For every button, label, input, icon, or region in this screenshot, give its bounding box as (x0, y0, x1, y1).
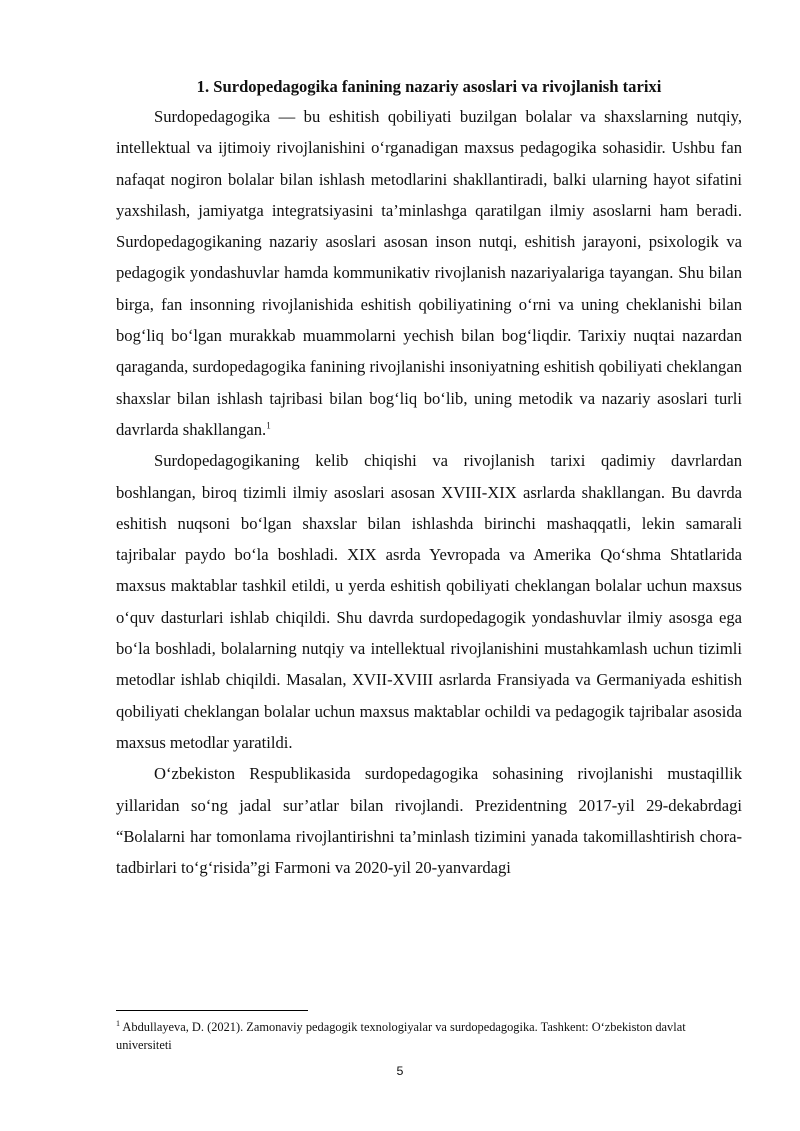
footnote-number: 1 (116, 1018, 120, 1028)
paragraph-1 (116, 101, 742, 445)
paragraph-3: O‘zbekiston Respublikasida surdopedagogika sohasining rivojlanishi mustaqillik yillaridan so‘ng jadal sur’atlar bilan rivojlandi. Prezidentning 2017-yil 29-dekabrdagi “Bolalarni har tomonlama rivojlantirishni ta’minlash tizimini yanada takomillashtirish chora-tadbirlari to‘g‘risida”gi Farmoni va 2020-yil 20-yanvardagi (116, 764, 742, 878)
footnote-divider (116, 1010, 308, 1011)
page-content (116, 73, 742, 883)
footnote (116, 1019, 742, 1054)
page-number: 5 (396, 1064, 404, 1078)
section-heading: 1. Surdopedagogika fanining nazariy asoslari va rivojlanish tarixi (196, 77, 662, 96)
paragraph-2: Surdopedagogikaning kelib chiqishi va rivojlanish tarixi qadimiy davrlardan boshlangan, biroq tizimli ilmiy asoslari asosan XVIII-XIX asrlarda shakllangan. Bu davrda eshitish nuqsoni bo‘lgan shaxslar bilan ishlashda birinchi mashaqqatli, lekin samarali tajribalar paydo bo‘la boshladi. XIX asrda Yevropada va Amerika Qo‘shma Shtatlarida maxsus maktablar tashkil etildi, u yerda eshitish qobiliyati cheklangan bolalar uchun maxsus o‘quv dasturlari ishlab chiqildi. Shu davrda surdopedagogik yondashuvlar ilmiy asosga ega bo‘la boshladi, bolalarning nutqiy va intellektual rivojlanishini mustahkamlash uchun tizimli metodlar ishlab chiqildi. Masalan, XVII-XVIII asrlarda Fransiyada va Germaniyada eshitish qobiliyati cheklangan bolalar uchun maxsus maktablar ochildi va pedagogik tajribalar asosida maxsus metodlar yaratildi. (116, 451, 742, 752)
footnote-text: Abdullayeva, D. (2021). Zamonaviy pedagogik texnologiyalar va surdopedagogika. Tashkent: O‘zbekiston davlat universiteti (116, 1020, 686, 1052)
paragraph-1-text: Surdopedagogika — bu eshitish qobiliyati buzilgan bolalar va shaxslarning nutqiy, intellektual va ijtimoiy rivojlanishini o‘rganadigan maxsus pedagogika sohasidir. Ushbu fan nafaqat nogiron bolalar bilan ishlash metodlarini shakllantiradi, balki ularning hayot sifatini yaxshilash, jamiyatga integratsiyasini ta’minlashga qaratilgan ilmiy asoslarni ham beradi. Surdopedagogikaning nazariy asoslari asosan inson nutqi, eshitish jarayoni, psixologik va pedagogik yondashuvlar hamda kommunikativ rivojlanish nazariyalariga tayangan. Shu bilan birga, fan insonning rivojlanishida eshitish qobiliyatining o‘rni va uning cheklanishi bilan bog‘liq bo‘lgan murakkab muammolarni yechish bilan bog‘liqdir. Tarixiy nuqtai nazardan qaraganda, surdopedagogika fanining rivojlanishi insoniyatning eshitish qobiliyati cheklangan shaxslar bilan ishlash tajribasi bilan bog‘liq bo‘lib, uning metodik va nazariy asoslari turli davrlarda shakllangan. (116, 107, 742, 439)
footnote-reference[interactable]: 1 (266, 420, 271, 431)
